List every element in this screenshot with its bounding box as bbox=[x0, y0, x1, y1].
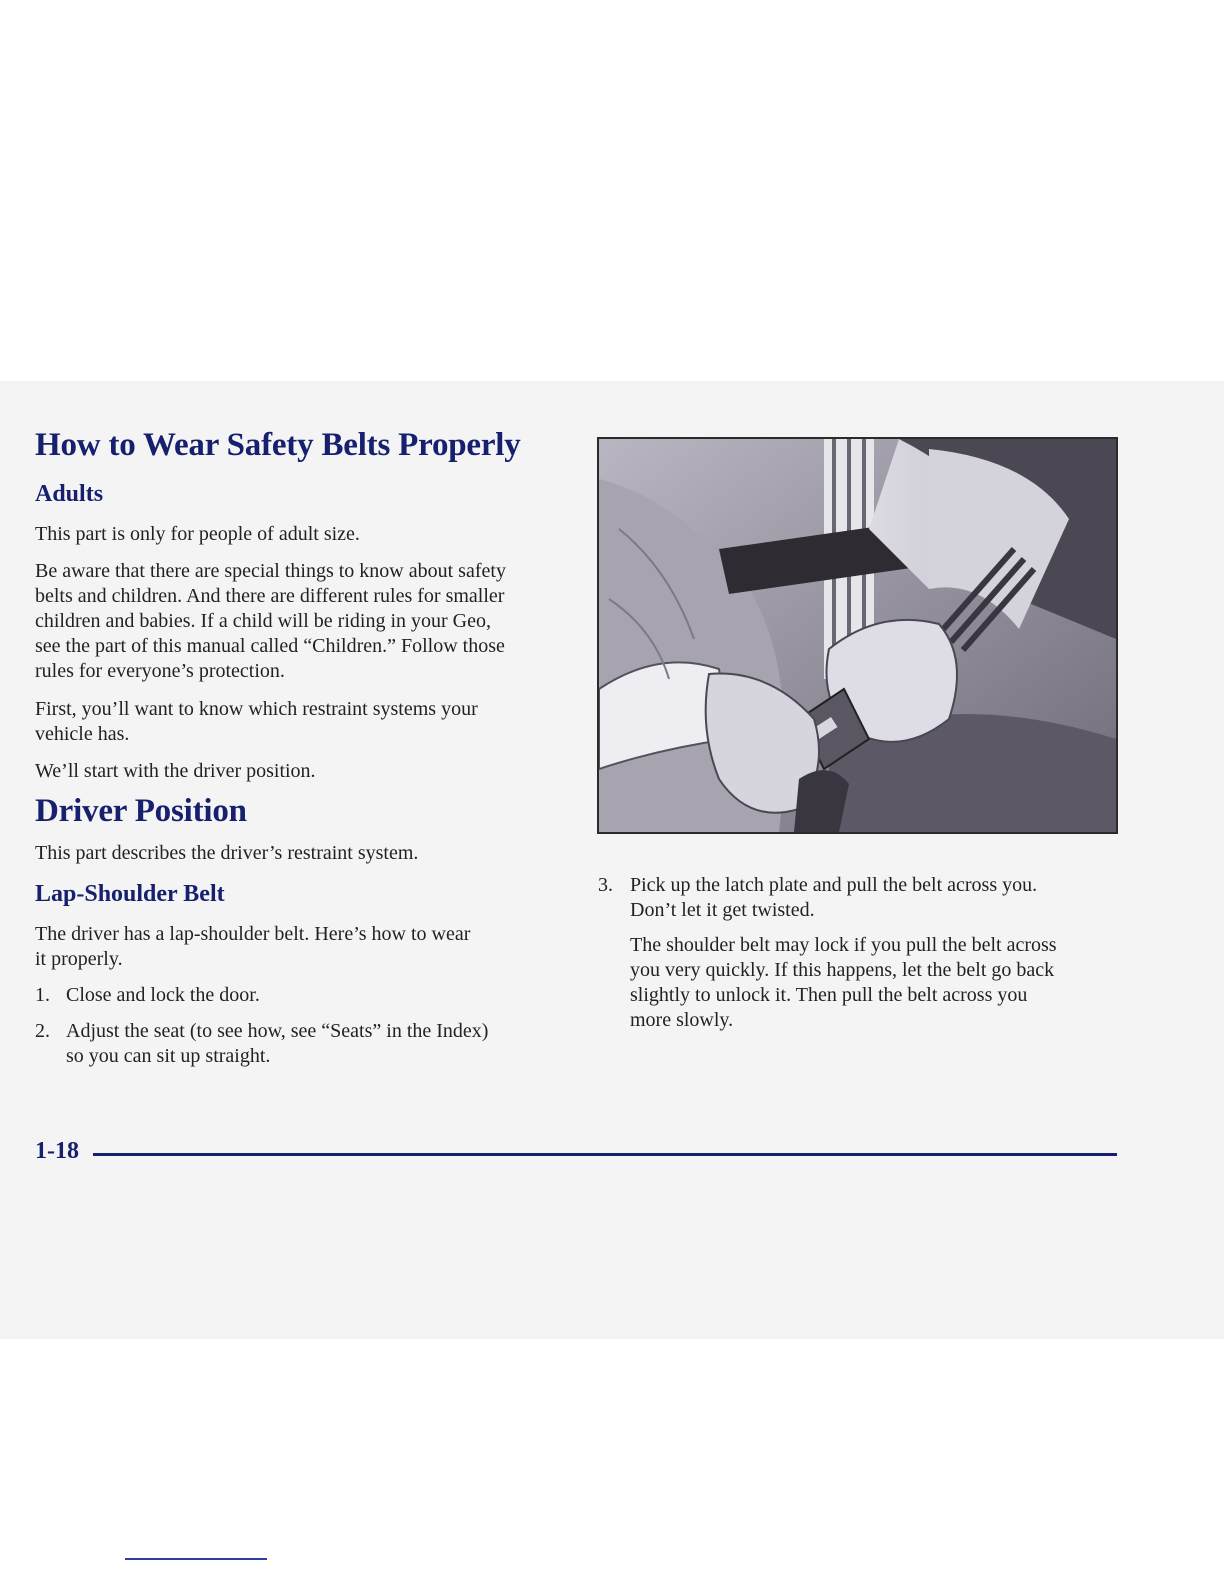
driver-position-heading: Driver Position bbox=[35, 793, 247, 829]
text-line: Close and lock the door. bbox=[66, 984, 260, 1006]
step-2-number: 2. bbox=[35, 1020, 50, 1042]
adults-paragraph-2 bbox=[35, 559, 506, 684]
footer-rule bbox=[93, 1153, 1117, 1156]
text-line: rules for everyone’s protection. bbox=[35, 660, 285, 682]
step-2-text bbox=[66, 1019, 488, 1069]
text-line: Don’t let it get twisted. bbox=[630, 899, 815, 921]
shoulder-belt-note bbox=[630, 933, 1057, 1033]
text-line: it properly. bbox=[35, 948, 123, 970]
text-line: The shoulder belt may lock if you pull the belt across bbox=[630, 934, 1057, 956]
text-line: Pick up the latch plate and pull the belt across you. bbox=[630, 874, 1038, 896]
page-title: How to Wear Safety Belts Properly bbox=[35, 427, 521, 463]
text-line: so you can sit up straight. bbox=[66, 1045, 271, 1067]
illustration-drawing bbox=[599, 439, 1116, 832]
text-line: Adjust the seat (to see how, see “Seats” in the Index) bbox=[66, 1020, 489, 1042]
text-line: Be aware that there are special things to know about safety bbox=[35, 560, 506, 582]
step-3-text bbox=[630, 873, 1037, 923]
text-line: you very quickly. If this happens, let the belt go back bbox=[630, 959, 1055, 981]
page-number: 1-18 bbox=[35, 1138, 79, 1164]
adults-heading: Adults bbox=[35, 481, 104, 507]
adults-paragraph-1: This part is only for people of adult size. bbox=[35, 523, 360, 545]
adults-paragraph-3 bbox=[35, 697, 478, 747]
step-1-number: 1. bbox=[35, 984, 50, 1006]
text-line: belts and children. And there are different rules for smaller bbox=[35, 585, 505, 607]
lap-shoulder-heading: Lap-Shoulder Belt bbox=[35, 881, 225, 907]
driver-paragraph: This part describes the driver’s restraint system. bbox=[35, 842, 419, 864]
text-line: First, you’ll want to know which restraint systems your bbox=[35, 698, 478, 720]
lap-shoulder-paragraph bbox=[35, 922, 470, 972]
adults-paragraph-4: We’ll start with the driver position. bbox=[35, 760, 316, 782]
step-3-number: 3. bbox=[598, 874, 613, 896]
seat-belt-latch-illustration bbox=[597, 437, 1118, 834]
text-line: see the part of this manual called “Children.” Follow those bbox=[35, 635, 505, 657]
text-line: vehicle has. bbox=[35, 723, 130, 745]
text-line: more slowly. bbox=[630, 1009, 734, 1031]
text-line: The driver has a lap-shoulder belt. Here’s how to wear bbox=[35, 923, 471, 945]
text-line: children and babies. If a child will be riding in your Geo, bbox=[35, 610, 491, 632]
text-line: slightly to unlock it. Then pull the belt across you bbox=[630, 984, 1028, 1006]
link-underline[interactable] bbox=[125, 1558, 267, 1560]
step-1-text bbox=[66, 983, 260, 1008]
